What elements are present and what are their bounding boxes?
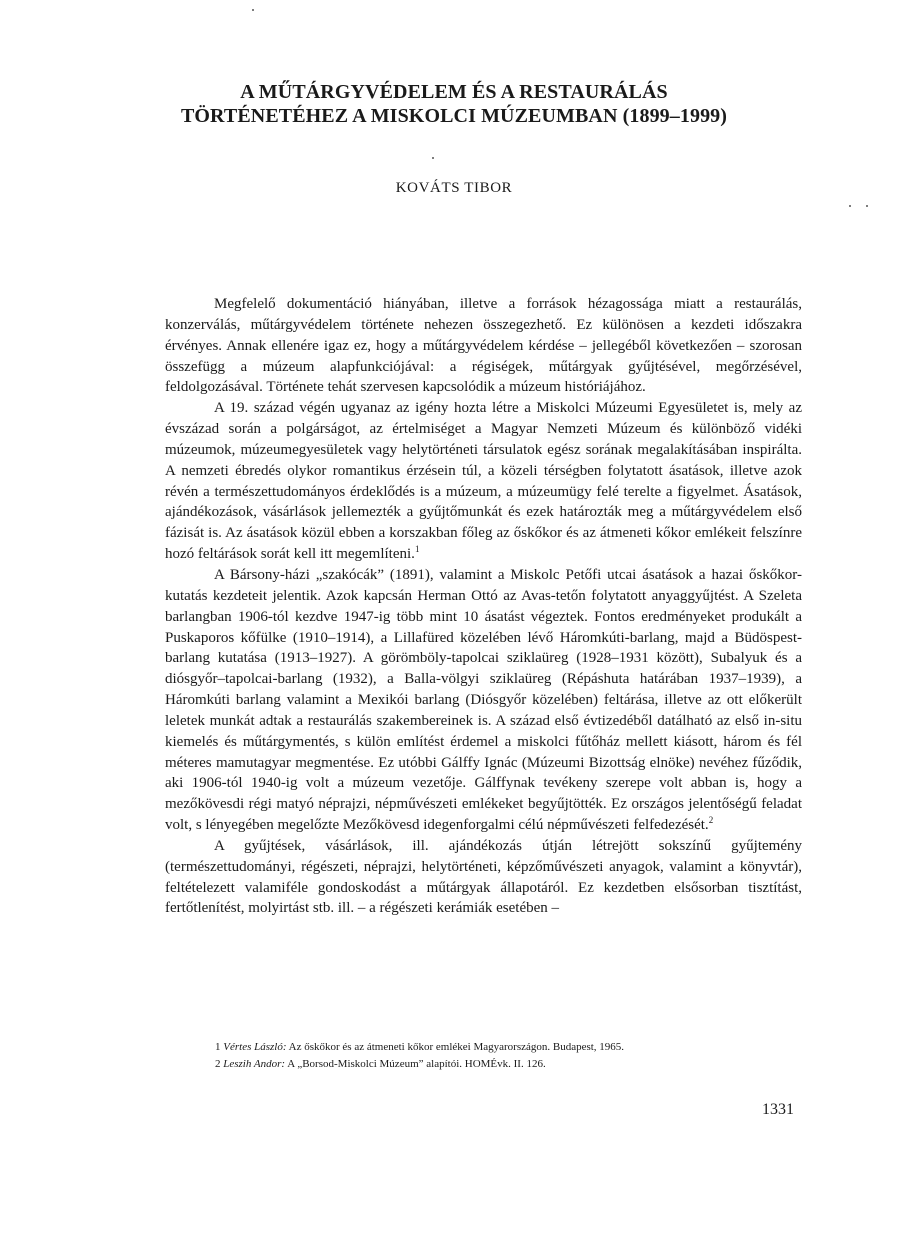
- paragraph-4: [165, 836, 802, 919]
- paragraph-text: A Bársony-házi „szakócák” (1891), valamint a Miskolc Petőfi utcai ásatások a hazai őskőkor-kutatás kezdeteit jelentik. Azok kapcsán Herman Ottó az Avas-tetőn folytatott anyaggyűjtést. A Szeleta barlangban 1906-tól kezdve 1947-ig több mint 10 ásatást végeztek. Fontos eredményeket produkált a Puskaporos kőfülke (1910–1914), a Lillafüred közelében lévő Háromkúti-barlang, majd a Büdöspest-barlang kutatása (1913–1927). A görömböly-tapolcai sziklaüreg (1928–1931 között), Subalyuk és a diósgyőr–tapolcai-barlang (1932), a Balla-völgyi sziklaüreg (Répáshuta határában 1937–1939), a Háromkúti barlang valamint a Mexikói barlang (Diósgyőr közelében) feltárása, illetve az ott előkerült leletek munkát adtak a restaurálás szakembereinek is. A század első évtizedéből datálható az első in-situ kiemelés és műtárgymentés, s külön említést érdemel a miskolci fűtőház mellett kiásott, három és fél méteres mamutagyar megmentése. Ez utóbbi Gálffy Ignác (Múzeumi Bizottság elnöke) nevéhez fűződik, aki 1906-tól 1940-ig volt a múzeum vezetője. Gálffynak tevékeny szerepe volt abban is, hogy a mezőkövesdi régi matyó néprajzi, népművészeti emlékeket begyűjtötték. Ez országos jelentőségű feladat volt, s lényegében megelőzte Mezőkövesd idegenforgalmi célú népművészeti felfedezését.: [165, 566, 802, 834]
- scan-speck: [866, 205, 868, 207]
- article-title: [120, 80, 788, 128]
- footnote-1: [215, 1039, 805, 1056]
- footnote-marker: 1: [414, 544, 420, 555]
- scan-speck: [849, 205, 851, 207]
- scan-speck: [252, 9, 254, 11]
- footnote-marker: 2: [708, 815, 714, 826]
- paragraph-3: [165, 565, 802, 836]
- paragraph-2: [165, 398, 802, 565]
- page-number: 1331: [762, 1101, 794, 1118]
- footnote-2: [215, 1056, 805, 1073]
- title-line-2: TÖRTÉNETÉHEZ A MISKOLCI MÚZEUMBAN (1899–1999): [180, 105, 728, 127]
- paragraph-text: A 19. század végén ugyanaz az igény hozta létre a Miskolci Múzeumi Egyesületet is, mely az évszázad során a polgárságot, az értelmiséget a Magyar Nemzeti Múzeum és különböző vidéki múzeumok, múzeumegyesületek vagy helytörténeti társulatok egész sorának megalakításában inspirálta. A nemzeti ébredés olykor romantikus érzésein túl, a közeli térségben folytatott ásatások, illetve azok révén a természettudományos érdeklődés is a múzeum, a múzeumügy felé terelte a figyelmet. Ásatások, ajándékozások, vásárlások jellemezték a gyűjtőmunkát és ezek határozták meg a műtárgyvédelem első fázisát is. Az ásatások közül ebben a korszakban főleg az őskőkor és az átmeneti kőkor emlékeit felszínre hozó feltárások sorát kell itt megemlíteni.: [165, 400, 802, 563]
- footnotes: [215, 1039, 805, 1073]
- paragraph-text: Megfelelő dokumentáció hiányában, illetve a források hézagossága miatt a restaurálás, konzerválás, műtárgyvédelem története nehezen összegezhető. Ez különösen a kezdeti időszakra érvényes. Annak ellenére igaz ez, hogy a műtárgyvédelem kérdése – jellegéből következően – szorosan összefügg a múzeum alapfunkciójával: a régiségek, műtárgyak gyűjtésével, megőrzésével, feldolgozásával. Története tehát szervesen kapcsolódik a múzeum históriájához.: [165, 296, 802, 396]
- footnote-number: 1: [215, 1041, 221, 1053]
- footnote-author: Leszih Andor:: [223, 1058, 286, 1070]
- footnote-text: A „Borsod-Miskolci Múzeum” alapítói. HOMÉvk. II. 126.: [287, 1058, 546, 1070]
- footnote-number: 2: [215, 1058, 221, 1070]
- paragraph-1: [165, 294, 802, 398]
- footnote-author: Vértes László:: [223, 1041, 287, 1053]
- scan-speck: [432, 157, 434, 159]
- article-author: KOVÁTS TIBOR: [395, 180, 513, 196]
- paragraph-text: A gyűjtések, vásárlások, ill. ajándékozás útján létrejött sokszínű gyűjtemény (természettudományi, régészeti, néprajzi, helytörténeti, képzőművészeti anyagok, valamint a könyvtár), feltételezett valamiféle gondoskodást a műtárgyak állapotáról. Ez kezdetben elsősorban tisztítást, fertőtlenítést, molyirtást stb. ill. – a régészeti kerámiák esetében –: [165, 837, 802, 917]
- footnote-text: Az őskőkor és az átmeneti kőkor emlékei Magyarországon. Budapest, 1965.: [288, 1041, 625, 1053]
- title-line-1: A MŰTÁRGYVÉDELEM ÉS A RESTAURÁLÁS: [240, 81, 668, 103]
- article-body: [165, 294, 802, 919]
